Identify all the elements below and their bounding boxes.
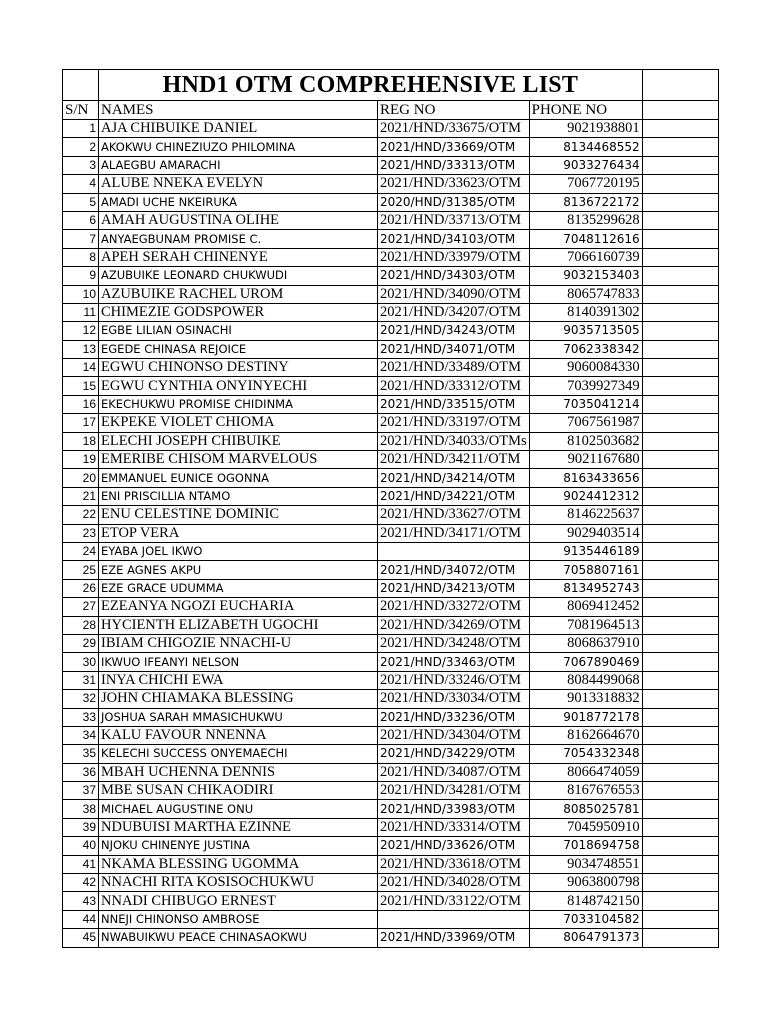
row-name: EGWU CYNTHIA ONYINYECHI — [99, 377, 378, 395]
row-phone-no: 7067890469 — [529, 653, 642, 671]
row-phone-no: 7062338342 — [529, 340, 642, 358]
row-blank-cell — [642, 726, 718, 744]
row-blank-cell — [642, 800, 718, 818]
row-name: AKOKWU CHINEZIUZO PHILOMINA — [99, 138, 378, 156]
row-name: NNEJI CHINONSO AMBROSE — [99, 910, 378, 928]
row-phone-no: 7066160739 — [529, 248, 642, 266]
row-reg-no: 2021/HND/33979/OTM — [378, 248, 530, 266]
row-reg-no: 2021/HND/34248/OTM — [378, 634, 530, 652]
table-row — [63, 230, 719, 248]
table-row — [63, 745, 719, 763]
row-name: JOSHUA SARAH MMASICHUKWU — [99, 708, 378, 726]
table-row — [63, 432, 719, 450]
row-phone-no: 9135446189 — [529, 542, 642, 560]
row-name: EZE AGNES AKPU — [99, 561, 378, 579]
row-blank-cell — [642, 395, 718, 413]
row-blank-cell — [642, 432, 718, 450]
title-left-cell — [63, 70, 99, 101]
row-name: ETOP VERA — [99, 524, 378, 542]
row-blank-cell — [642, 285, 718, 303]
row-name: MICHAEL AUGUSTINE ONU — [99, 800, 378, 818]
row-sn: 13 — [63, 340, 99, 358]
row-name: NWABUIKWU PEACE CHINASAOKWU — [99, 929, 378, 947]
row-reg-no: 2021/HND/34221/OTM — [378, 487, 530, 505]
row-name: EGBE LILIAN OSINACHI — [99, 322, 378, 340]
table-row — [63, 579, 719, 597]
row-name: KELECHI SUCCESS ONYEMAECHI — [99, 745, 378, 763]
table-row — [63, 726, 719, 744]
row-sn: 15 — [63, 377, 99, 395]
row-reg-no: 2021/HND/33463/OTM — [378, 653, 530, 671]
table-row — [63, 690, 719, 708]
row-reg-no: 2021/HND/34303/OTM — [378, 267, 530, 285]
row-blank-cell — [642, 542, 718, 560]
row-phone-no: 9021938801 — [529, 120, 642, 138]
row-blank-cell — [642, 818, 718, 836]
row-reg-no: 2021/HND/33713/OTM — [378, 211, 530, 229]
row-name: EZE GRACE UDUMMA — [99, 579, 378, 597]
row-blank-cell — [642, 193, 718, 211]
row-reg-no: 2021/HND/34028/OTM — [378, 874, 530, 892]
row-phone-no: 7045950910 — [529, 818, 642, 836]
row-phone-no: 7054332348 — [529, 745, 642, 763]
row-reg-no: 2021/HND/34103/OTM — [378, 230, 530, 248]
row-blank-cell — [642, 340, 718, 358]
row-sn: 16 — [63, 395, 99, 413]
row-reg-no: 2021/HND/33313/OTM — [378, 156, 530, 174]
row-sn: 9 — [63, 267, 99, 285]
table-row — [63, 156, 719, 174]
row-phone-no: 8068637910 — [529, 634, 642, 652]
table-row — [63, 653, 719, 671]
row-sn: 6 — [63, 211, 99, 229]
row-phone-no: 8135299628 — [529, 211, 642, 229]
row-blank-cell — [642, 855, 718, 873]
row-name: EGWU CHINONSO DESTINY — [99, 359, 378, 377]
row-blank-cell — [642, 359, 718, 377]
table-row — [63, 616, 719, 634]
row-name: AJA CHIBUIKE DANIEL — [99, 120, 378, 138]
row-sn: 44 — [63, 910, 99, 928]
row-sn: 42 — [63, 874, 99, 892]
row-reg-no: 2020/HND/31385/OTM — [378, 193, 530, 211]
row-blank-cell — [642, 156, 718, 174]
row-reg-no: 2021/HND/34072/OTM — [378, 561, 530, 579]
row-phone-no: 8140391302 — [529, 303, 642, 321]
row-blank-cell — [642, 929, 718, 947]
table-row — [63, 671, 719, 689]
row-sn: 41 — [63, 855, 99, 873]
row-reg-no: 2021/HND/33969/OTM — [378, 929, 530, 947]
row-phone-no: 7067561987 — [529, 414, 642, 432]
table-row — [63, 782, 719, 800]
table-row — [63, 451, 719, 469]
row-reg-no: 2021/HND/33626/OTM — [378, 837, 530, 855]
row-reg-no: 2021/HND/34033/OTMs — [378, 432, 530, 450]
table-row — [63, 248, 719, 266]
row-blank-cell — [642, 763, 718, 781]
row-blank-cell — [642, 138, 718, 156]
row-reg-no: 2021/HND/33618/OTM — [378, 855, 530, 873]
row-phone-no: 7067720195 — [529, 175, 642, 193]
row-name: NDUBUISI MARTHA EZINNE — [99, 818, 378, 836]
reg-no-header: REG NO — [378, 101, 530, 120]
row-blank-cell — [642, 745, 718, 763]
row-sn: 7 — [63, 230, 99, 248]
row-blank-cell — [642, 874, 718, 892]
row-phone-no: 7035041214 — [529, 395, 642, 413]
table-row — [63, 303, 719, 321]
row-name: NNADI CHIBUGO ERNEST — [99, 892, 378, 910]
row-sn: 30 — [63, 653, 99, 671]
row-blank-cell — [642, 267, 718, 285]
row-phone-no: 9035713505 — [529, 322, 642, 340]
row-name: EMERIBE CHISOM MARVELOUS — [99, 451, 378, 469]
row-reg-no: 2021/HND/33983/OTM — [378, 800, 530, 818]
row-blank-cell — [642, 303, 718, 321]
table-row — [63, 763, 719, 781]
table-row — [63, 487, 719, 505]
row-sn: 39 — [63, 818, 99, 836]
table-row — [63, 855, 719, 873]
table-row — [63, 892, 719, 910]
row-blank-cell — [642, 708, 718, 726]
table-row — [63, 800, 719, 818]
row-blank-cell — [642, 451, 718, 469]
row-sn: 4 — [63, 175, 99, 193]
blank-header — [642, 101, 718, 120]
row-name: EZEANYA NGOZI EUCHARIA — [99, 598, 378, 616]
row-phone-no: 8064791373 — [529, 929, 642, 947]
row-sn: 38 — [63, 800, 99, 818]
row-name: AZUBUIKE LEONARD CHUKWUDI — [99, 267, 378, 285]
row-sn: 45 — [63, 929, 99, 947]
row-sn: 18 — [63, 432, 99, 450]
row-reg-no: 2021/HND/34207/OTM — [378, 303, 530, 321]
row-phone-no: 8085025781 — [529, 800, 642, 818]
row-name: ANYAEGBUNAM PROMISE C. — [99, 230, 378, 248]
row-name: NNACHI RITA KOSISOCHUKWU — [99, 874, 378, 892]
row-phone-no: 9029403514 — [529, 524, 642, 542]
table-row — [63, 524, 719, 542]
row-sn: 33 — [63, 708, 99, 726]
row-name: ELECHI JOSEPH CHIBUIKE — [99, 432, 378, 450]
row-name: JOHN CHIAMAKA BLESSING — [99, 690, 378, 708]
title-row — [63, 70, 719, 101]
row-phone-no: 8146225637 — [529, 506, 642, 524]
row-phone-no: 7018694758 — [529, 837, 642, 855]
table-row — [63, 359, 719, 377]
row-reg-no: 2021/HND/33236/OTM — [378, 708, 530, 726]
row-phone-no: 8084499068 — [529, 671, 642, 689]
row-sn: 32 — [63, 690, 99, 708]
row-reg-no: 2021/HND/34243/OTM — [378, 322, 530, 340]
row-sn: 8 — [63, 248, 99, 266]
row-blank-cell — [642, 322, 718, 340]
row-phone-no: 7033104582 — [529, 910, 642, 928]
row-reg-no: 2021/HND/33122/OTM — [378, 892, 530, 910]
row-name: NKAMA BLESSING UGOMMA — [99, 855, 378, 873]
row-phone-no: 9060084330 — [529, 359, 642, 377]
row-name: APEH SERAH CHINENYE — [99, 248, 378, 266]
table-row — [63, 211, 719, 229]
table-row — [63, 175, 719, 193]
row-name: EKECHUKWU PROMISE CHIDINMA — [99, 395, 378, 413]
row-phone-no: 9018772178 — [529, 708, 642, 726]
row-reg-no: 2021/HND/33314/OTM — [378, 818, 530, 836]
row-sn: 29 — [63, 634, 99, 652]
row-name: EGEDE CHINASA REJOICE — [99, 340, 378, 358]
row-sn: 35 — [63, 745, 99, 763]
row-name: ALAEGBU AMARACHI — [99, 156, 378, 174]
row-reg-no: 2021/HND/33272/OTM — [378, 598, 530, 616]
row-name: ALUBE NNEKA EVELYN — [99, 175, 378, 193]
row-sn: 34 — [63, 726, 99, 744]
row-name: ENU CELESTINE DOMINIC — [99, 506, 378, 524]
row-sn: 3 — [63, 156, 99, 174]
table-row — [63, 377, 719, 395]
row-sn: 21 — [63, 487, 99, 505]
row-name: EKPEKE VIOLET CHIOMA — [99, 414, 378, 432]
row-sn: 36 — [63, 763, 99, 781]
row-reg-no: 2021/HND/33675/OTM — [378, 120, 530, 138]
row-reg-no: 2021/HND/34211/OTM — [378, 451, 530, 469]
table-row — [63, 193, 719, 211]
phone-no-header: PHONE NO — [529, 101, 642, 120]
row-name: AZUBUIKE RACHEL UROM — [99, 285, 378, 303]
table-row — [63, 634, 719, 652]
row-phone-no: 8163433656 — [529, 469, 642, 487]
table-row — [63, 506, 719, 524]
table-row — [63, 469, 719, 487]
row-blank-cell — [642, 634, 718, 652]
row-sn: 17 — [63, 414, 99, 432]
row-blank-cell — [642, 653, 718, 671]
row-sn: 10 — [63, 285, 99, 303]
row-reg-no: 2021/HND/34087/OTM — [378, 763, 530, 781]
row-sn: 11 — [63, 303, 99, 321]
row-name: ENI PRISCILLIA NTAMO — [99, 487, 378, 505]
row-name: AMADI UCHE NKEIRUKA — [99, 193, 378, 211]
row-sn: 40 — [63, 837, 99, 855]
table-row — [63, 818, 719, 836]
row-phone-no: 7048112616 — [529, 230, 642, 248]
row-phone-no: 8134952743 — [529, 579, 642, 597]
row-name: IBIAM CHIGOZIE NNACHI-U — [99, 634, 378, 652]
table-row — [63, 138, 719, 156]
row-reg-no: 2021/HND/33312/OTM — [378, 377, 530, 395]
row-phone-no: 8162664670 — [529, 726, 642, 744]
list-title: HND1 OTM COMPREHENSIVE LIST — [99, 70, 643, 101]
row-blank-cell — [642, 910, 718, 928]
row-phone-no: 9063800798 — [529, 874, 642, 892]
row-blank-cell — [642, 616, 718, 634]
row-sn: 22 — [63, 506, 99, 524]
row-reg-no: 2021/HND/33515/OTM — [378, 395, 530, 413]
row-sn: 2 — [63, 138, 99, 156]
row-reg-no: 2021/HND/34213/OTM — [378, 579, 530, 597]
table-row — [63, 874, 719, 892]
row-blank-cell — [642, 211, 718, 229]
row-name: IKWUO IFEANYI NELSON — [99, 653, 378, 671]
table-row — [63, 542, 719, 560]
row-reg-no: 2021/HND/33627/OTM — [378, 506, 530, 524]
row-blank-cell — [642, 377, 718, 395]
row-reg-no: 2021/HND/33489/OTM — [378, 359, 530, 377]
row-phone-no: 8148742150 — [529, 892, 642, 910]
row-sn: 26 — [63, 579, 99, 597]
row-reg-no — [378, 910, 530, 928]
row-phone-no: 8102503682 — [529, 432, 642, 450]
row-reg-no — [378, 542, 530, 560]
table-row — [63, 837, 719, 855]
row-reg-no: 2021/HND/34090/OTM — [378, 285, 530, 303]
row-phone-no: 7039927349 — [529, 377, 642, 395]
row-phone-no: 9021167680 — [529, 451, 642, 469]
row-blank-cell — [642, 120, 718, 138]
table-row — [63, 285, 719, 303]
row-phone-no: 8136722172 — [529, 193, 642, 211]
header-row — [63, 101, 719, 120]
row-name: EYABA JOEL IKWO — [99, 542, 378, 560]
row-blank-cell — [642, 414, 718, 432]
row-sn: 24 — [63, 542, 99, 560]
row-reg-no: 2021/HND/33197/OTM — [378, 414, 530, 432]
row-name: MBAH UCHENNA DENNIS — [99, 763, 378, 781]
row-phone-no: 9013318832 — [529, 690, 642, 708]
row-name: EMMANUEL EUNICE OGONNA — [99, 469, 378, 487]
table-row — [63, 322, 719, 340]
table-row — [63, 414, 719, 432]
row-phone-no: 8134468552 — [529, 138, 642, 156]
table-row — [63, 929, 719, 947]
row-name: KALU FAVOUR NNENNA — [99, 726, 378, 744]
row-blank-cell — [642, 561, 718, 579]
row-phone-no: 9033276434 — [529, 156, 642, 174]
row-name: CHIMEZIE GODSPOWER — [99, 303, 378, 321]
row-sn: 37 — [63, 782, 99, 800]
row-phone-no: 8069412452 — [529, 598, 642, 616]
row-phone-no: 8065747833 — [529, 285, 642, 303]
row-blank-cell — [642, 671, 718, 689]
row-sn: 5 — [63, 193, 99, 211]
row-name: NJOKU CHINENYE JUSTINA — [99, 837, 378, 855]
row-blank-cell — [642, 487, 718, 505]
row-sn: 43 — [63, 892, 99, 910]
row-reg-no: 2021/HND/34071/OTM — [378, 340, 530, 358]
student-list-table — [62, 69, 719, 948]
row-reg-no: 2021/HND/34229/OTM — [378, 745, 530, 763]
row-reg-no: 2021/HND/34304/OTM — [378, 726, 530, 744]
row-sn: 20 — [63, 469, 99, 487]
table-row — [63, 561, 719, 579]
row-sn: 25 — [63, 561, 99, 579]
row-phone-no: 9032153403 — [529, 267, 642, 285]
row-reg-no: 2021/HND/34269/OTM — [378, 616, 530, 634]
row-reg-no: 2021/HND/33034/OTM — [378, 690, 530, 708]
row-blank-cell — [642, 230, 718, 248]
table-row — [63, 120, 719, 138]
row-blank-cell — [642, 469, 718, 487]
row-reg-no: 2021/HND/34214/OTM — [378, 469, 530, 487]
row-sn: 23 — [63, 524, 99, 542]
table-row — [63, 267, 719, 285]
row-blank-cell — [642, 579, 718, 597]
row-blank-cell — [642, 506, 718, 524]
row-phone-no: 8167676553 — [529, 782, 642, 800]
row-reg-no: 2021/HND/34171/OTM — [378, 524, 530, 542]
row-blank-cell — [642, 524, 718, 542]
title-right-cell — [642, 70, 718, 101]
row-name: HYCIENTH ELIZABETH UGOCHI — [99, 616, 378, 634]
row-sn: 27 — [63, 598, 99, 616]
row-reg-no: 2021/HND/33623/OTM — [378, 175, 530, 193]
row-name: MBE SUSAN CHIKAODIRI — [99, 782, 378, 800]
row-sn: 28 — [63, 616, 99, 634]
row-blank-cell — [642, 782, 718, 800]
row-sn: 14 — [63, 359, 99, 377]
row-name: AMAH AUGUSTINA OLIHE — [99, 211, 378, 229]
row-sn: 19 — [63, 451, 99, 469]
table-row — [63, 910, 719, 928]
row-phone-no: 7058807161 — [529, 561, 642, 579]
row-reg-no: 2021/HND/34281/OTM — [378, 782, 530, 800]
row-reg-no: 2021/HND/33669/OTM — [378, 138, 530, 156]
table-row — [63, 340, 719, 358]
row-blank-cell — [642, 598, 718, 616]
row-blank-cell — [642, 690, 718, 708]
row-phone-no: 8066474059 — [529, 763, 642, 781]
row-sn: 1 — [63, 120, 99, 138]
table-row — [63, 708, 719, 726]
names-header: NAMES — [99, 101, 378, 120]
row-phone-no: 9034748551 — [529, 855, 642, 873]
table-row — [63, 598, 719, 616]
row-phone-no: 9024412312 — [529, 487, 642, 505]
row-blank-cell — [642, 175, 718, 193]
row-sn: 31 — [63, 671, 99, 689]
table-row — [63, 395, 719, 413]
row-phone-no: 7081964513 — [529, 616, 642, 634]
row-name: INYA CHICHI EWA — [99, 671, 378, 689]
row-sn: 12 — [63, 322, 99, 340]
row-reg-no: 2021/HND/33246/OTM — [378, 671, 530, 689]
row-blank-cell — [642, 892, 718, 910]
sn-header: S/N — [63, 101, 99, 120]
row-blank-cell — [642, 837, 718, 855]
row-blank-cell — [642, 248, 718, 266]
